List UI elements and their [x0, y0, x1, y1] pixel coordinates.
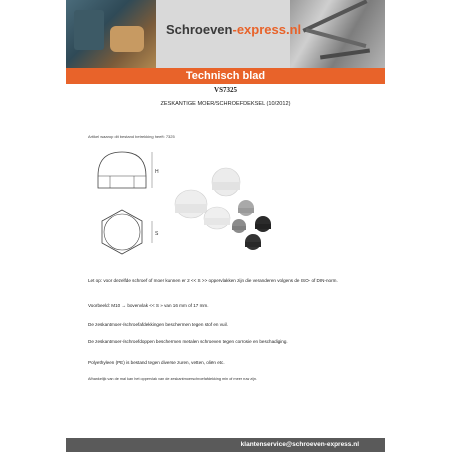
note-polyethyleen: Polyethyleen (PE) is bestand tegen diverse zuren, vetten, oliën etc. [88, 360, 225, 365]
page-title: Technisch blad [185, 70, 266, 82]
label-s: S [155, 231, 159, 237]
logo-main: Schroeven [166, 22, 233, 37]
product-subtitle: ZESKANTIGE MOER/SCHROEFDEKSEL (10/2012) [160, 101, 291, 107]
reference-note: Artikel waarop dit bestand betrekking heeft: 7325 [88, 134, 175, 139]
document-page [66, 0, 385, 452]
footer-email[interactable]: klantenservice@schroeven-express.nl [240, 441, 359, 448]
label-h: H [155, 169, 159, 175]
note-let-op: Let op: voor dezelfde schroef of moer kunnen er 2 << S >> oppervlakken zijn die veranderen volgens de ISO- of DIN-norm. [88, 278, 338, 283]
brand-logo [166, 22, 302, 42]
logo-accent: -express.nl [232, 22, 302, 37]
note-afwijking: Afhankelijk van de mal kan het oppervlak van de zeskantmoerschroefafdekking min of meer ruw zijn. [88, 377, 258, 381]
note-bescherm: De zeskantmoer-/schroefafdekkingen beschermen tegen stof en vuil. [88, 322, 228, 327]
note-doppen: De zeskantmoer-/schroefdoppen beschermen metalen schroeven tegen corrosie en beschadiging. [88, 339, 288, 344]
technical-drawing [92, 148, 162, 268]
header-banner [66, 0, 385, 68]
screws-photo [290, 0, 385, 68]
title-bar [66, 68, 385, 84]
note-voorbeeld: Voorbeeld: M10 → bovenvlak << S » van 16 mm of 17 mm. [88, 303, 209, 308]
product-photo [171, 160, 281, 258]
footer-bar [66, 438, 385, 452]
product-code: VS7325 [214, 86, 237, 94]
tools-photo [66, 0, 156, 68]
